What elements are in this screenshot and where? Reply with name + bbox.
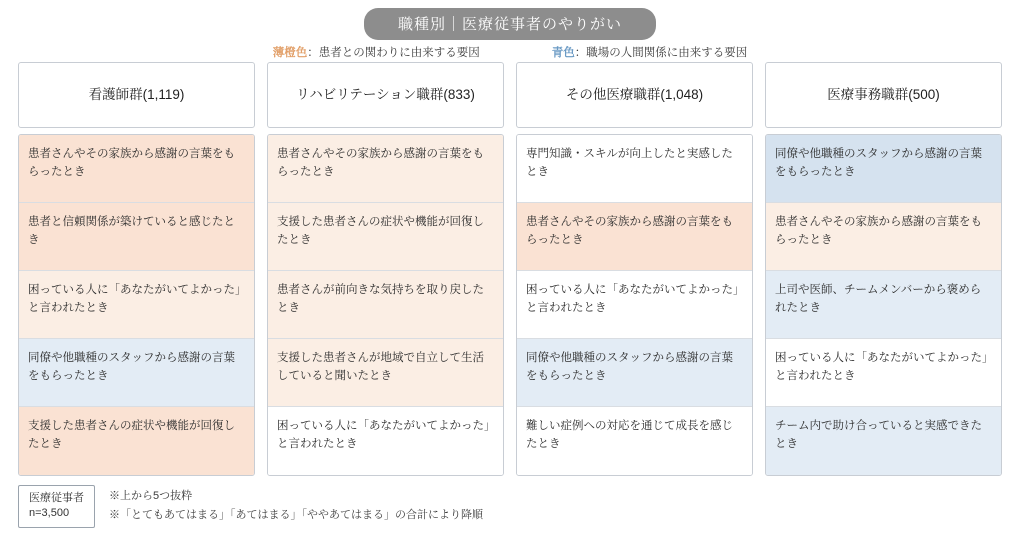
list-item: 難しい症例への対応を通じて成長を感じたとき xyxy=(517,407,752,475)
legend-text-orange: ：患者との関わりに由来する要因 xyxy=(307,47,480,59)
column-header: リハビリテーション職群(833) xyxy=(267,62,504,128)
list-item: 上司や医師、チームメンバーから褒められたとき xyxy=(766,271,1001,339)
list-item: 困っている人に「あなたがいてよかった」と言われたとき xyxy=(19,271,254,339)
list-item: 患者さんやその家族から感謝の言葉をもらったとき xyxy=(268,135,503,203)
column-header: その他医療職群(1,048) xyxy=(516,62,753,128)
list-item: 患者さんやその家族から感謝の言葉をもらったとき xyxy=(517,203,752,271)
legend-key-blue: 青色 xyxy=(551,47,575,59)
list-item: 同僚や他職種のスタッフから感謝の言葉をもらったとき xyxy=(517,339,752,407)
column-medical-office xyxy=(765,62,1002,476)
footer xyxy=(18,485,483,528)
list-item: 患者と信頼関係が築けていると感じたとき xyxy=(19,203,254,271)
footnotes xyxy=(109,485,483,524)
column-rehabilitation xyxy=(267,62,504,476)
list-item: チーム内で助け合っていると実感できたとき xyxy=(766,407,1001,475)
column-item-list xyxy=(516,134,753,476)
list-item: 困っている人に「あなたがいてよかった」と言われたとき xyxy=(268,407,503,475)
legend-key-orange: 薄橙色 xyxy=(272,47,308,59)
page-title: 職種別｜医療従事者のやりがい xyxy=(364,8,656,40)
legend-item-orange xyxy=(273,44,480,60)
sample-size-value: n=3,500 xyxy=(29,507,70,520)
title-container xyxy=(0,8,1020,40)
list-item: 困っている人に「あなたがいてよかった」と言われたとき xyxy=(517,271,752,339)
legend-item-blue xyxy=(552,44,748,60)
columns-container xyxy=(18,62,1002,476)
list-item: 患者さんやその家族から感謝の言葉をもらったとき xyxy=(19,135,254,203)
column-nurse xyxy=(18,62,255,476)
list-item: 同僚や他職種のスタッフから感謝の言葉をもらったとき xyxy=(19,339,254,407)
column-header: 看護師群(1,119) xyxy=(18,62,255,128)
column-other-medical xyxy=(516,62,753,476)
list-item: 困っている人に「あなたがいてよかった」と言われたとき xyxy=(766,339,1001,407)
list-item: 患者さんやその家族から感謝の言葉をもらったとき xyxy=(766,203,1001,271)
list-item: 支援した患者さんの症状や機能が回復したとき xyxy=(268,203,503,271)
column-item-list xyxy=(267,134,504,476)
list-item: 同僚や他職種のスタッフから感謝の言葉をもらったとき xyxy=(766,135,1001,203)
column-item-list xyxy=(765,134,1002,476)
column-item-list xyxy=(18,134,255,476)
list-item: 専門知識・スキルが向上したと実感したとき xyxy=(517,135,752,203)
sample-size-box xyxy=(18,485,95,528)
footnote-1: ※上から5つ抜粋 xyxy=(109,490,193,503)
footnote-2: ※「とてもあてはまる」「あてはまる」「ややあてはまる」の合計により降順 xyxy=(109,509,483,521)
sample-size-label: 医療従事者 xyxy=(29,492,84,505)
list-item: 患者さんが前向きな気持ちを取り戻したとき xyxy=(268,271,503,339)
list-item: 支援した患者さんの症状や機能が回復したとき xyxy=(19,407,254,475)
legend xyxy=(0,44,1020,60)
legend-text-blue: ：職場の人間関係に由来する要因 xyxy=(574,47,748,59)
list-item: 支援した患者さんが地域で自立して生活していると聞いたとき xyxy=(268,339,503,407)
column-header: 医療事務職群(500) xyxy=(765,62,1002,128)
